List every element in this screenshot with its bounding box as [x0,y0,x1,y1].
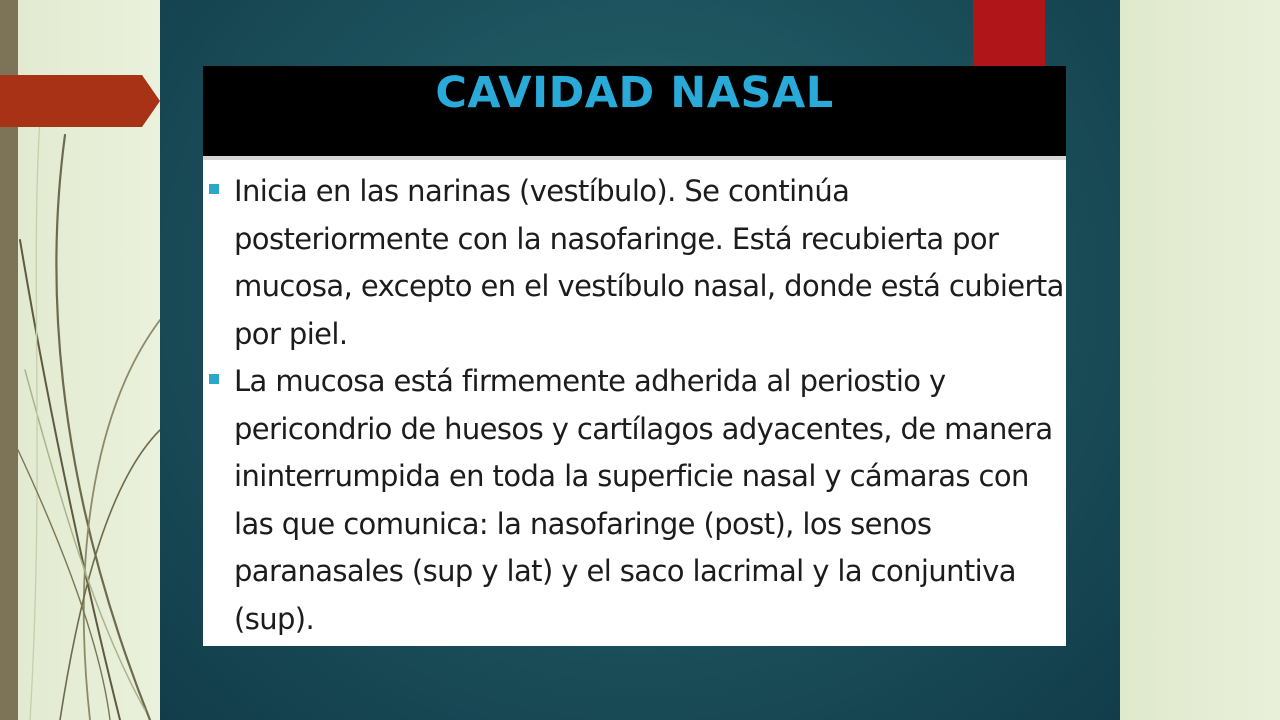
arrow-tab-icon [0,75,160,127]
bullet-list [207,168,1065,643]
bullet-text: La mucosa está firmemente adherida al periostio y pericondrio de huesos y cartílagos adyacentes, de manera ininterrumpida en toda la superficie nasal y cámaras con las que comunica: la nasofaringe (post), los senos paranasales (sup y lat) y el saco lacrimal y la conjuntiva (sup). [234,364,1053,636]
red-accent-tab [973,0,1045,66]
bullet-item [207,358,1065,643]
bullet-text: Inicia en las narinas (vestíbulo). Se continúa posteriormente con la nasofaringe. Está recubierta por mucosa, excepto en el vestíbulo nasal, donde está cubierta por piel. [234,174,1064,351]
square-bullet-icon [209,184,219,194]
content-card [203,66,1066,646]
right-margin [1120,0,1280,720]
title-band [203,66,1066,156]
title-separator [203,156,1066,160]
square-bullet-icon [209,374,219,384]
slide-title: CAVIDAD NASAL [435,68,834,118]
slide [160,0,1120,720]
grass-decoration [0,120,160,720]
bullet-item [207,168,1065,358]
